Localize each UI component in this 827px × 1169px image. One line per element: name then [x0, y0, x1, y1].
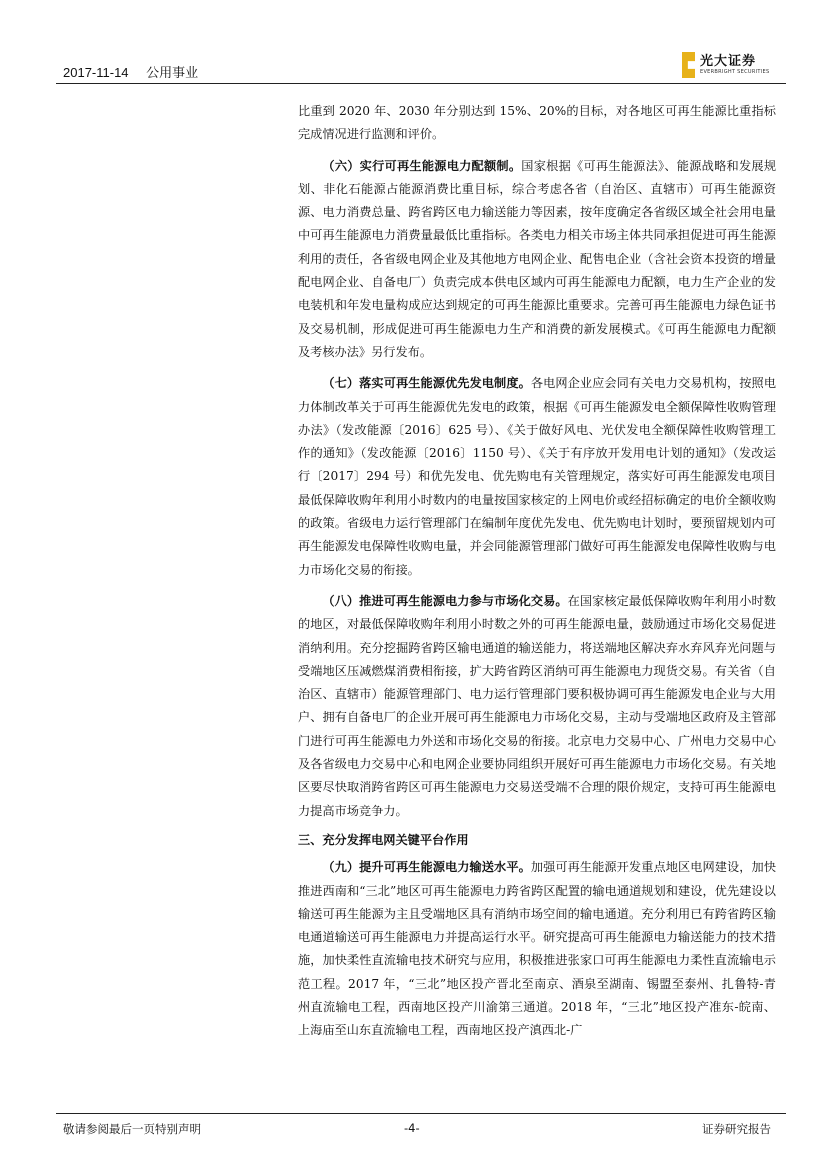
paragraph-heading: （六）实行可再生能源电力配额制。: [322, 158, 522, 173]
paragraph-heading: （九）提升可再生能源电力输送水平。: [322, 860, 531, 875]
logo-text: [700, 54, 769, 76]
industry-label: 公用事业: [146, 65, 199, 80]
paragraph-transmission: [298, 856, 776, 1042]
paragraph-quota-system: [298, 155, 776, 365]
footer-disclaimer: 敬请参阅最后一页特别声明: [63, 1122, 201, 1136]
paragraph-text: 国家根据《可再生能源法》、能源战略和发展规划、非化石能源占能源消费比重目标，综合考虑各省（自治区、直辖市）可再生能源资源、电力消费总量、跨省跨区电力输送能力等因素，按年度确定各省级区域全社会用电量中可再生能源电力消费量最低比重指标。各类电力相关市场主体共同承担促进可再生能源利用的责任，各省级电网企业及其他地方电网企业、配售电企业（含社会资本投资的增量配电网企业、自备电厂）负责完成本供电区域内可再生能源电力配额，电力生产企业的发电装机和年发电量构成应达到规定的可再生能源比重要求。完善可再生能源电力绿色证书及交易机制，形成促进可再生能源电力生产和消费的新发展模式。《可再生能源电力配额及考核办法》另行发布。: [298, 158, 777, 359]
paragraph-text: 各电网企业应会同有关电力交易机构，按照电力体制改革关于可再生能源优先发电的政策，根据《可再生能源发电全额保障性收购管理办法》（发改能源〔2016〕625 号）、《关于做好风电、光伏发电全额保障性收购管理工作的通知》（发改能源〔2016〕1150 号）、《关于有序放开发用电计划的通知》（发改运行〔2017〕294 号）和优先发电、优先购电有关管理规定，落实好可再生能源发电项目最低保障收购年利用小时数内的电量按国家核定的上网电价或经招标确定的电价全额收购的政策。省级电力运行管理部门在编制年度优先发电、优先购电计划时，要预留规划内可再生能源发电保障性收购电量，并会同能源管理部门做好可再生能源发电保障性收购与电力市场化交易的衔接。: [298, 376, 777, 577]
logo-mark-icon: [682, 52, 695, 78]
page-number: -4-: [404, 1121, 420, 1135]
report-date: 2017-11-14: [63, 65, 129, 80]
paragraph-text: 在国家核定最低保障收购年利用小时数的地区，对最低保障收购年利用小时数之外的可再生能源电量，鼓励通过市场化交易促进消纳利用。充分挖掘跨省跨区输电通道的输送能力，将送端地区解决弃水弃风弃光问题与受端地区压减燃煤消费相衔接，扩大跨省跨区消纳可再生能源电力现货交易。有关省（自治区、直辖市）能源管理部门、电力运行管理部门要积极协调可再生能源发电企业与大用户、拥有自备电厂的企业开展可再生能源电力市场化交易，主动与受端地区政府及主管部门进行可再生能源电力外送和市场化交易的衔接。北京电力交易中心、广州电力交易中心及各省级电力交易中心和电网企业要协同组织开展好可再生能源电力市场化交易。有关地区要尽快取消跨省跨区可再生能源电力交易送受端不合理的限价规定，支持可再生能源电力提高市场竞争力。: [298, 593, 776, 818]
paragraph-priority-dispatch: [298, 372, 776, 582]
paragraph-heading: （八）推进可再生能源电力参与市场化交易。: [322, 593, 568, 608]
logo-cn: 光大证券: [700, 54, 757, 69]
paragraph-text: 加强可再生能源开发重点地区电网建设，加快推进西南和“三北”地区可再生能源电力跨省跨区配置的输电通道规划和建设，优先建设以输送可再生能源为主且受端地区具有消纳市场空间的输电通道。充分利用已有跨省跨区输电通道输送可再生能源电力并提高运行水平。研究提高可再生能源电力输送能力的技术措施，加快柔性直流输电技术研究与应用，积极推进张家口可再生能源电力柔性直流输电示范工程。2017 年，“三北”地区投产晋北至南京、酒泉至湖南、锡盟至泰州、扎鲁特-青州直流输电工程，西南地区投产川渝第三通道。2018 年，“三北”地区投产准东-皖南、上海庙至山东直流输电工程，西南地区投产滇西北-广: [298, 860, 777, 1038]
footer-divider: [56, 1113, 786, 1114]
brand-logo: [682, 52, 769, 78]
paragraph-market-trading: [298, 590, 776, 823]
logo-en: EVERBRIGHT SECURITIES: [700, 69, 770, 75]
paragraph-heading: （七）落实可再生能源优先发电制度。: [322, 376, 531, 391]
section-heading: 三、充分发挥电网关键平台作用: [298, 832, 469, 847]
footer-report-type: 证券研究报告: [702, 1122, 771, 1136]
report-header: [63, 62, 212, 81]
document-body: [298, 100, 776, 1043]
paragraph-continuation: 比重到 2020 年、2030 年分别达到 15%、20%的目标，对各地区可再生能源比重指标完成情况进行监测和评价。: [298, 104, 776, 142]
header-divider: [56, 83, 786, 84]
